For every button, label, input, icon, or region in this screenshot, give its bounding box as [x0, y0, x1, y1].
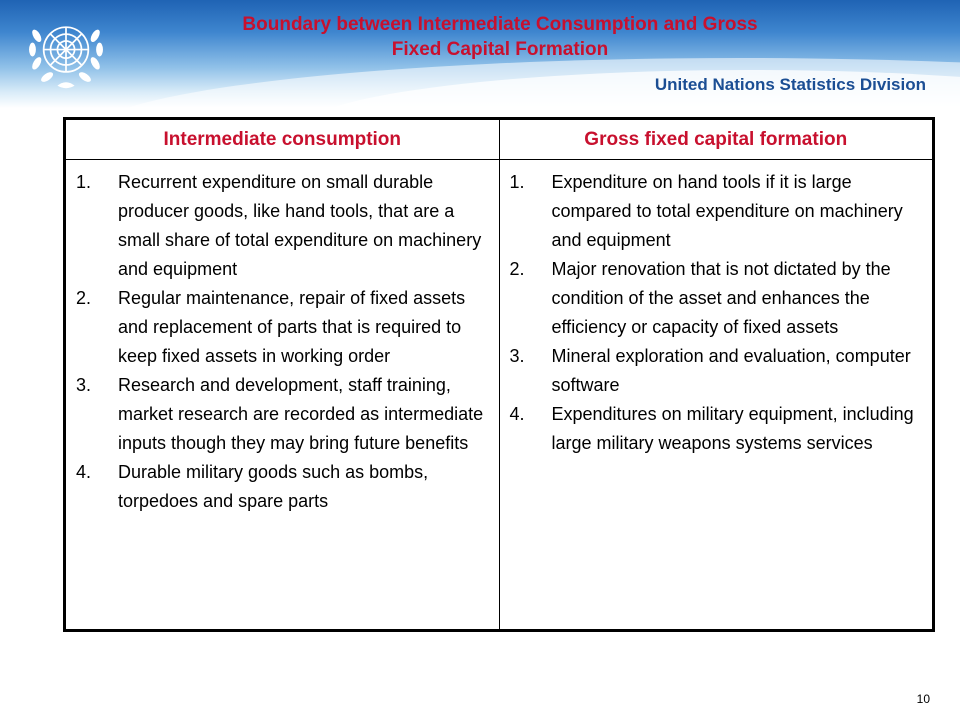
- list-item-number: 4.: [509, 404, 525, 424]
- list-item: [76, 168, 491, 284]
- gross-fixed-capital-formation-list: [510, 168, 925, 458]
- list-item: [76, 371, 491, 458]
- list-item-text: Mineral exploration and evaluation, computer software: [551, 346, 911, 395]
- list-item: [510, 168, 925, 255]
- slide-title-line-2: Fixed Capital Formation: [391, 39, 609, 60]
- list-item-number: 2.: [76, 288, 92, 308]
- slide-title-line-1: Boundary between Intermediate Consumption and Gross: [242, 14, 758, 35]
- list-item-text: Expenditure on hand tools if it is large compared to total expenditure on machinery and equipment: [551, 172, 903, 250]
- header-gross-fixed-capital-formation: Gross fixed capital formation: [499, 120, 933, 159]
- list-item-number: 3.: [509, 346, 525, 366]
- list-item-number: 3.: [76, 375, 92, 395]
- gross-fixed-capital-formation-cell: [499, 160, 933, 629]
- list-item-text: Durable military goods such as bombs, torpedoes and spare parts: [118, 462, 429, 511]
- list-item-text: Regular maintenance, repair of fixed assets and replacement of parts that is required to keep fixed assets in working order: [118, 288, 466, 366]
- list-item-number: 4.: [76, 462, 92, 482]
- list-item-text: Major renovation that is not dictated by the condition of the asset and enhances the efficiency or capacity of fixed assets: [551, 259, 891, 337]
- comparison-table: [63, 117, 935, 632]
- slide-title: [150, 12, 850, 62]
- list-item-text: Expenditures on military equipment, including large military weapons systems services: [551, 404, 914, 453]
- list-item-text: Recurrent expenditure on small durable producer goods, like hand tools, that are a small share of total expenditure on machinery and equipment: [118, 172, 482, 279]
- list-item: [510, 342, 925, 400]
- list-item: [510, 400, 925, 458]
- intermediate-consumption-cell: [66, 160, 499, 629]
- page-number: 10: [916, 692, 930, 706]
- list-item: [510, 255, 925, 342]
- list-item-number: 2.: [509, 259, 525, 279]
- header-intermediate-consumption: Intermediate consumption: [163, 128, 402, 150]
- table-header-row: [66, 120, 932, 160]
- intermediate-consumption-list: [76, 168, 491, 516]
- list-item: [76, 458, 491, 516]
- table-body-row: [66, 160, 932, 629]
- un-emblem-icon: [22, 10, 110, 96]
- division-label: United Nations Statistics Division: [654, 75, 926, 94]
- list-item-number: 1.: [76, 172, 92, 192]
- list-item-text: Research and development, staff training, market research are recorded as intermediate inputs though they may bring future benefits: [118, 375, 484, 453]
- list-item: [76, 284, 491, 371]
- slide-header: [0, 0, 960, 108]
- list-item-number: 1.: [509, 172, 525, 192]
